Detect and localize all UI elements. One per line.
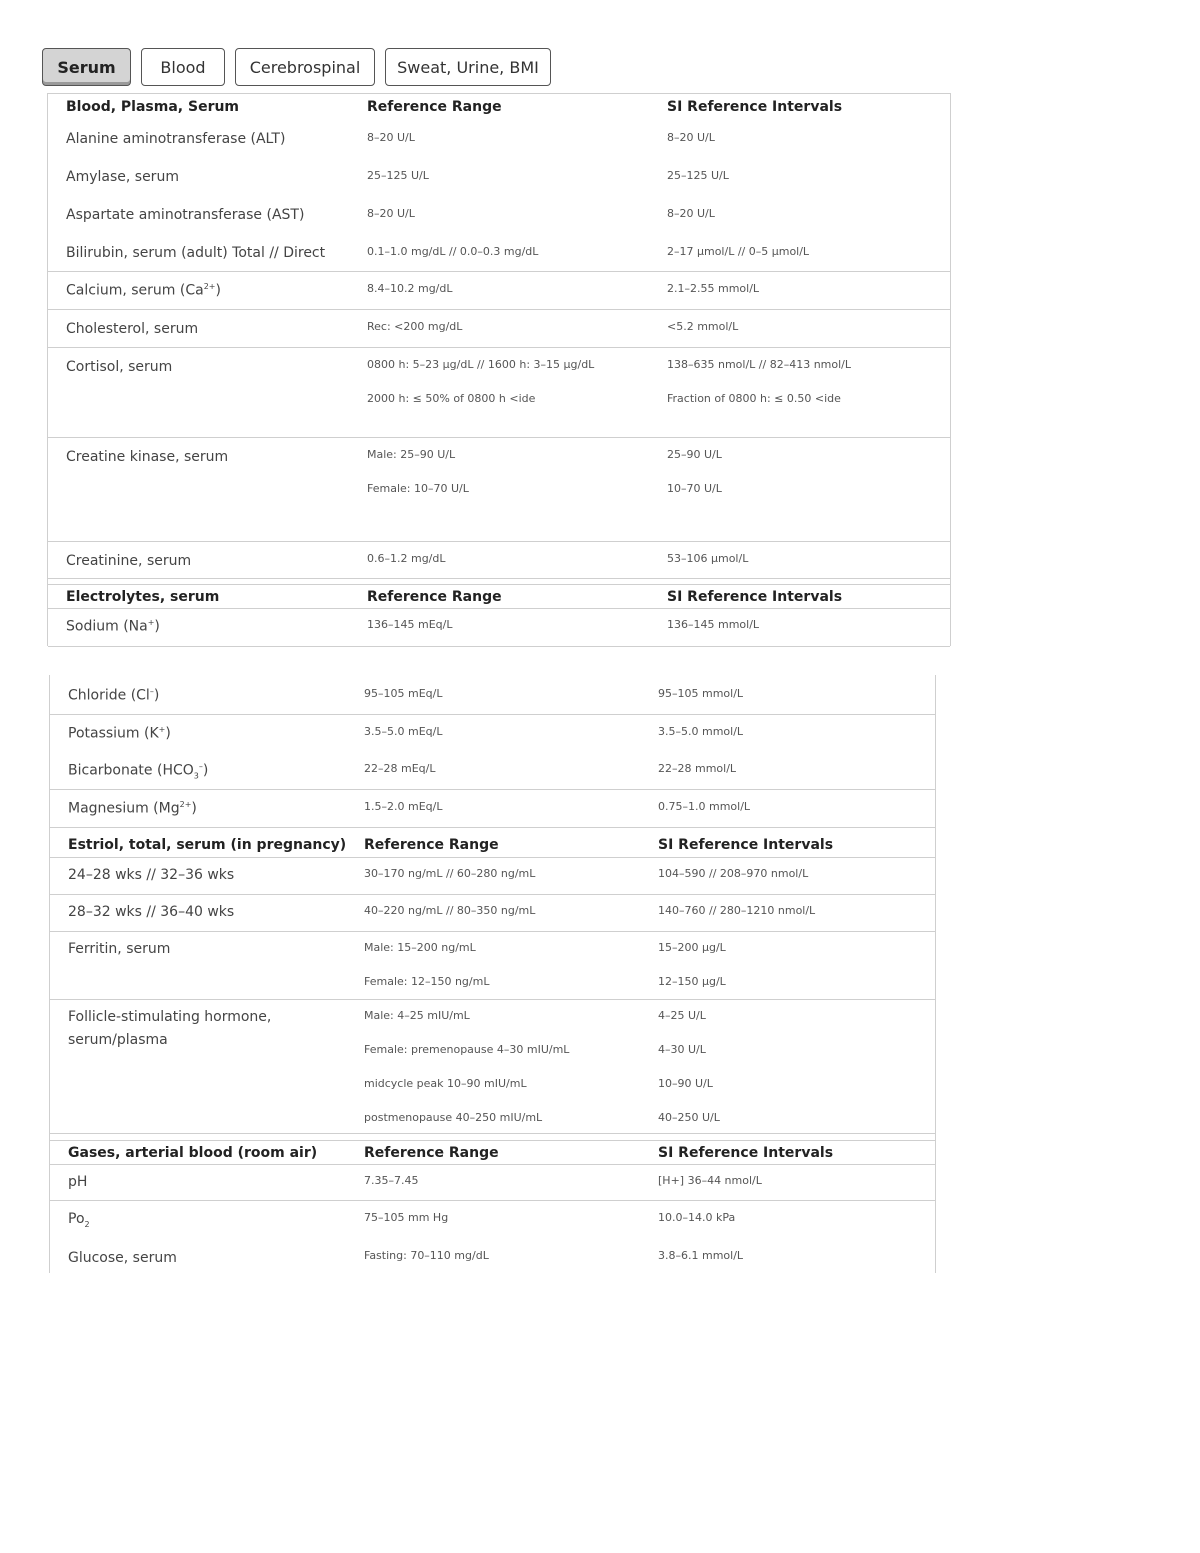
si-interval: 22–28 mmol/L: [658, 762, 737, 775]
test-name: Cortisol, serum: [66, 359, 173, 375]
test-name: Cholesterol, serum: [66, 321, 199, 337]
reference-range: Fasting: 70–110 mg/dL: [364, 1249, 489, 1262]
si-interval: 40–250 U/L: [658, 1111, 720, 1124]
tab-sweat-urine-bmi[interactable]: Sweat, Urine, BMI: [385, 48, 551, 86]
table-row: [48, 271, 950, 309]
test-name: Bilirubin, serum (adult) Total // Direct: [66, 245, 326, 261]
si-interval: 4–30 U/L: [658, 1043, 706, 1056]
table-row: [48, 541, 950, 579]
test-name: 24–28 wks // 32–36 wks: [68, 867, 235, 883]
reference-range: postmenopause 40–250 mIU/mL: [364, 1111, 543, 1124]
reference-range: Female: premenopause 4–30 mIU/mL: [364, 1043, 570, 1056]
table-row: [48, 309, 950, 347]
reference-range: 25–125 U/L: [367, 169, 429, 182]
test-name: $Po_2$: [68, 1211, 90, 1229]
column-header-si: SI Reference Intervals: [667, 99, 843, 115]
test-name: Aspartate aminotransferase (AST): [66, 207, 305, 223]
section-header: Gases, arterial blood (room air): [68, 1145, 318, 1161]
table-row: [50, 895, 935, 932]
si-interval: 140–760 // 280–1210 nmol/L: [658, 904, 816, 917]
reference-range: 0800 h: 5–23 µg/dL // 1600 h: 3–15 µg/dL: [367, 358, 595, 371]
table-header: [50, 1140, 935, 1165]
reference-range: 7.35–7.45: [364, 1174, 419, 1187]
si-interval: 3.5–5.0 mmol/L: [658, 725, 744, 738]
table-header: [48, 94, 950, 120]
lab-values-table-top: [47, 93, 951, 646]
table-row: [48, 609, 950, 647]
test-name: Ferritin, serum: [68, 941, 171, 957]
si-interval: 138–635 nmol/L // 82–413 nmol/L: [667, 358, 851, 371]
column-header-si: SI Reference Intervals: [658, 837, 834, 853]
table-row: [48, 204, 950, 230]
table-row: [48, 242, 950, 271]
reference-range: Female: 12–150 ng/mL: [364, 975, 490, 988]
reference-range: Male: 4–25 mIU/mL: [364, 1009, 470, 1022]
reference-range: 1.5–2.0 mEq/L: [364, 800, 443, 813]
si-interval: 12–150 µg/L: [658, 975, 726, 988]
si-interval: 4–25 U/L: [658, 1009, 706, 1022]
reference-range: 8.4–10.2 mg/dL: [367, 282, 453, 295]
tab-serum[interactable]: Serum: [42, 48, 131, 86]
test-name: Glucose, serum: [68, 1250, 177, 1266]
table-row: [50, 1239, 935, 1273]
si-interval: 15–200 µg/L: [658, 941, 726, 954]
test-name-continued: serum/plasma: [68, 1032, 168, 1048]
si-interval: 8–20 U/L: [667, 207, 715, 220]
reference-range: 2000 h: ≤ 50% of 0800 h <ide: [367, 392, 536, 405]
si-interval: 10–70 U/L: [667, 482, 722, 495]
si-interval: 136–145 mmol/L: [667, 618, 760, 631]
table-row: [50, 858, 935, 895]
table-row: [48, 347, 950, 437]
table-row: [50, 932, 935, 1000]
reference-range: 3.5–5.0 mEq/L: [364, 725, 443, 738]
table-row: [48, 166, 950, 192]
reference-range: midcycle peak 10–90 mIU/mL: [364, 1077, 527, 1090]
si-interval: 8–20 U/L: [667, 131, 715, 144]
table-row: [50, 790, 935, 828]
reference-range: 95–105 mEq/L: [364, 687, 443, 700]
test-name: Calcium, serum $(Ca^{2+})$: [66, 282, 221, 299]
table-header: [48, 584, 950, 609]
column-header-reference-range: Reference Range: [367, 99, 502, 115]
table-row: [50, 715, 935, 753]
column-header-si: SI Reference Intervals: [658, 1145, 834, 1161]
reference-range: 0.1–1.0 mg/dL // 0.0–0.3 mg/dL: [367, 245, 539, 258]
column-header-reference-range: Reference Range: [364, 1145, 499, 1161]
column-header-reference-range: Reference Range: [364, 837, 499, 853]
si-interval: 95–105 mmol/L: [658, 687, 744, 700]
test-name: Follicle-stimulating hormone,: [68, 1009, 272, 1025]
test-name: Magnesium $(Mg^{2+})$: [68, 800, 197, 817]
table-row: [50, 753, 935, 790]
si-interval: 10–90 U/L: [658, 1077, 713, 1090]
reference-range: 8–20 U/L: [367, 131, 415, 144]
si-interval: 10.0–14.0 kPa: [658, 1211, 736, 1224]
test-name: pH: [68, 1174, 88, 1190]
test-name: Amylase, serum: [66, 169, 179, 185]
reference-range: 8–20 U/L: [367, 207, 415, 220]
table-row: [50, 675, 935, 715]
lab-values-table-bottom: [49, 675, 936, 1273]
reference-range: 22–28 mEq/L: [364, 762, 436, 775]
section-header: Electrolytes, serum: [66, 589, 220, 605]
test-name: Alanine aminotransferase (ALT): [66, 131, 286, 147]
column-header-si: SI Reference Intervals: [667, 589, 843, 605]
test-name: Sodium (Na+): [66, 618, 160, 635]
si-interval: 25–125 U/L: [667, 169, 729, 182]
test-name: Creatinine, serum: [66, 553, 192, 569]
tab-blood[interactable]: Blood: [141, 48, 225, 86]
reference-range: 40–220 ng/mL // 80–350 ng/mL: [364, 904, 536, 917]
si-interval: 2.1–2.55 mmol/L: [667, 282, 760, 295]
section-header: Blood, Plasma, Serum: [66, 99, 240, 115]
table-header: [50, 833, 935, 858]
si-interval: [H+] 36–44 nmol/L: [658, 1174, 762, 1187]
si-interval: 53–106 µmol/L: [667, 552, 749, 565]
si-interval: <5.2 mmol/L: [667, 320, 739, 333]
si-interval: 0.75–1.0 mmol/L: [658, 800, 751, 813]
table-row: [48, 128, 950, 154]
test-name: Creatine kinase, serum: [66, 449, 229, 465]
reference-range: 0.6–1.2 mg/dL: [367, 552, 446, 565]
table-row: [48, 437, 950, 541]
test-name: Potassium (K+): [68, 725, 171, 742]
si-interval: 3.8–6.1 mmol/L: [658, 1249, 744, 1262]
test-name: Chloride (Cl–): [68, 687, 160, 704]
reference-range: 75–105 mm Hg: [364, 1211, 449, 1224]
reference-range: Male: 25–90 U/L: [367, 448, 456, 461]
tab-cerebrospinal[interactable]: Cerebrospinal: [235, 48, 375, 86]
section-header: Estriol, total, serum (in pregnancy): [68, 837, 347, 853]
test-name: 28–32 wks // 36–40 wks: [68, 904, 235, 920]
table-row: [50, 1201, 935, 1239]
reference-range: Male: 15–200 ng/mL: [364, 941, 476, 954]
si-interval: 25–90 U/L: [667, 448, 722, 461]
column-header-reference-range: Reference Range: [367, 589, 502, 605]
si-interval: Fraction of 0800 h: ≤ 0.50 <ide: [667, 392, 841, 405]
reference-range: Female: 10–70 U/L: [367, 482, 469, 495]
si-interval: 2–17 µmol/L // 0–5 µmol/L: [667, 245, 810, 258]
reference-range: Rec: <200 mg/dL: [367, 320, 463, 333]
reference-range: 136–145 mEq/L: [367, 618, 453, 631]
si-interval: 104–590 // 208–970 nmol/L: [658, 867, 809, 880]
test-name: Bicarbonate $(HCO_3^-)$: [68, 762, 209, 781]
reference-range: 30–170 ng/mL // 60–280 ng/mL: [364, 867, 536, 880]
table-row: [50, 1000, 935, 1134]
table-row: [50, 1165, 935, 1201]
